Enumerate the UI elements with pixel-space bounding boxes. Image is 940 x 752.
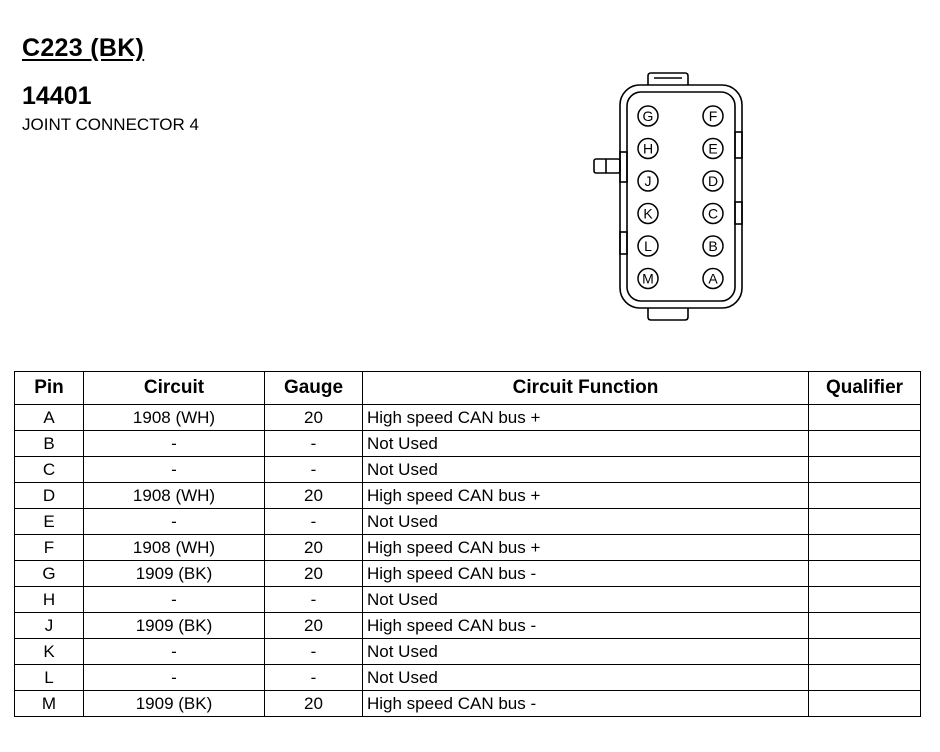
connector-pin-label: L xyxy=(644,238,652,254)
table-row xyxy=(15,483,921,509)
table-row xyxy=(15,509,921,535)
table-row xyxy=(15,613,921,639)
cell-pin: A xyxy=(15,405,84,431)
column-header-gauge: Gauge xyxy=(265,372,363,405)
cell-pin: B xyxy=(15,431,84,457)
cell-gauge: - xyxy=(265,639,363,665)
cell-qualifier xyxy=(809,587,921,613)
cell-gauge: 20 xyxy=(265,561,363,587)
cell-pin: L xyxy=(15,665,84,691)
connector-pin-label: J xyxy=(644,173,652,189)
cell-gauge: 20 xyxy=(265,613,363,639)
cell-circuit: - xyxy=(84,639,265,665)
connector-pin xyxy=(703,236,723,256)
table-row xyxy=(15,535,921,561)
connector-pin-label: C xyxy=(707,205,719,222)
table-row xyxy=(15,457,921,483)
cell-qualifier xyxy=(809,535,921,561)
connector-pin-label: D xyxy=(707,173,719,189)
cell-qualifier xyxy=(809,561,921,587)
cell-circuit: - xyxy=(84,509,265,535)
cell-circuit: 1909 (BK) xyxy=(84,561,265,587)
cell-function: Not Used xyxy=(363,639,809,665)
cell-qualifier xyxy=(809,691,921,717)
cell-gauge: - xyxy=(265,665,363,691)
cell-function: Not Used xyxy=(363,587,809,613)
cell-function: High speed CAN bus + xyxy=(363,535,809,561)
table-header-row xyxy=(15,372,921,405)
cell-pin: D xyxy=(15,483,84,509)
connector-pin xyxy=(703,204,723,224)
cell-pin: H xyxy=(15,587,84,613)
cell-circuit: 1908 (WH) xyxy=(84,535,265,561)
connector-pin-label: A xyxy=(708,270,718,287)
connector-pin xyxy=(703,269,723,289)
cell-pin: F xyxy=(15,535,84,561)
cell-pin: E xyxy=(15,509,84,535)
column-header-function: Circuit Function xyxy=(363,372,809,405)
connector-pin-label: B xyxy=(708,238,718,254)
cell-function: Not Used xyxy=(363,509,809,535)
connector-pin xyxy=(703,106,723,126)
table-row xyxy=(15,561,921,587)
connector-pin xyxy=(638,269,658,289)
cell-gauge: 20 xyxy=(265,691,363,717)
cell-function: Not Used xyxy=(363,665,809,691)
cell-qualifier xyxy=(809,639,921,665)
cell-circuit: - xyxy=(84,457,265,483)
cell-qualifier xyxy=(809,431,921,457)
table-row xyxy=(15,691,921,717)
column-header-pin: Pin xyxy=(15,372,84,405)
cell-pin: M xyxy=(15,691,84,717)
cell-pin: C xyxy=(15,457,84,483)
cell-qualifier xyxy=(809,509,921,535)
connector-description: JOINT CONNECTOR 4 xyxy=(22,115,199,134)
connector-pin xyxy=(638,171,658,191)
cell-qualifier xyxy=(809,457,921,483)
connector-pin-label: M xyxy=(642,270,654,287)
cell-qualifier xyxy=(809,613,921,639)
connector-pin-label: G xyxy=(642,108,654,124)
connector-pin xyxy=(703,139,723,159)
connector-pin xyxy=(638,139,658,159)
table-row xyxy=(15,431,921,457)
cell-circuit: - xyxy=(84,431,265,457)
connector-pin xyxy=(638,106,658,126)
connector-pin xyxy=(703,171,723,191)
table-row xyxy=(15,665,921,691)
cell-function: High speed CAN bus - xyxy=(363,613,809,639)
cell-function: High speed CAN bus - xyxy=(363,691,809,717)
cell-gauge: 20 xyxy=(265,535,363,561)
cell-circuit: 1909 (BK) xyxy=(84,691,265,717)
cell-gauge: - xyxy=(265,431,363,457)
pinout-table xyxy=(14,371,921,717)
cell-function: High speed CAN bus - xyxy=(363,561,809,587)
table-row xyxy=(15,587,921,613)
connector-pin xyxy=(638,236,658,256)
column-header-qualifier: Qualifier xyxy=(809,372,921,405)
cell-pin: J xyxy=(15,613,84,639)
cell-gauge: 20 xyxy=(265,405,363,431)
cell-pin: K xyxy=(15,639,84,665)
cell-circuit: 1908 (WH) xyxy=(84,405,265,431)
cell-circuit: 1908 (WH) xyxy=(84,483,265,509)
cell-gauge: - xyxy=(265,509,363,535)
table-row xyxy=(15,405,921,431)
cell-function: Not Used xyxy=(363,431,809,457)
cell-circuit: - xyxy=(84,665,265,691)
table-row xyxy=(15,639,921,665)
connector-pin-label: H xyxy=(642,140,654,157)
connector-title: C223 (BK) xyxy=(22,34,145,62)
connector-face-diagram xyxy=(590,72,745,324)
cell-function: Not Used xyxy=(363,457,809,483)
cell-qualifier xyxy=(809,665,921,691)
cell-function: High speed CAN bus + xyxy=(363,483,809,509)
cell-pin: G xyxy=(15,561,84,587)
connector-pin-label: F xyxy=(708,108,718,124)
cell-gauge: - xyxy=(265,457,363,483)
connector-pin xyxy=(638,204,658,224)
column-header-circuit: Circuit xyxy=(84,372,265,405)
cell-qualifier xyxy=(809,483,921,509)
cell-gauge: 20 xyxy=(265,483,363,509)
connector-pin-label: E xyxy=(708,140,718,157)
cell-circuit: - xyxy=(84,587,265,613)
cell-qualifier xyxy=(809,405,921,431)
cell-function: High speed CAN bus + xyxy=(363,405,809,431)
cell-gauge: - xyxy=(265,587,363,613)
connector-pin-label: K xyxy=(643,205,653,222)
part-number: 14401 xyxy=(22,82,92,110)
cell-circuit: 1909 (BK) xyxy=(84,613,265,639)
